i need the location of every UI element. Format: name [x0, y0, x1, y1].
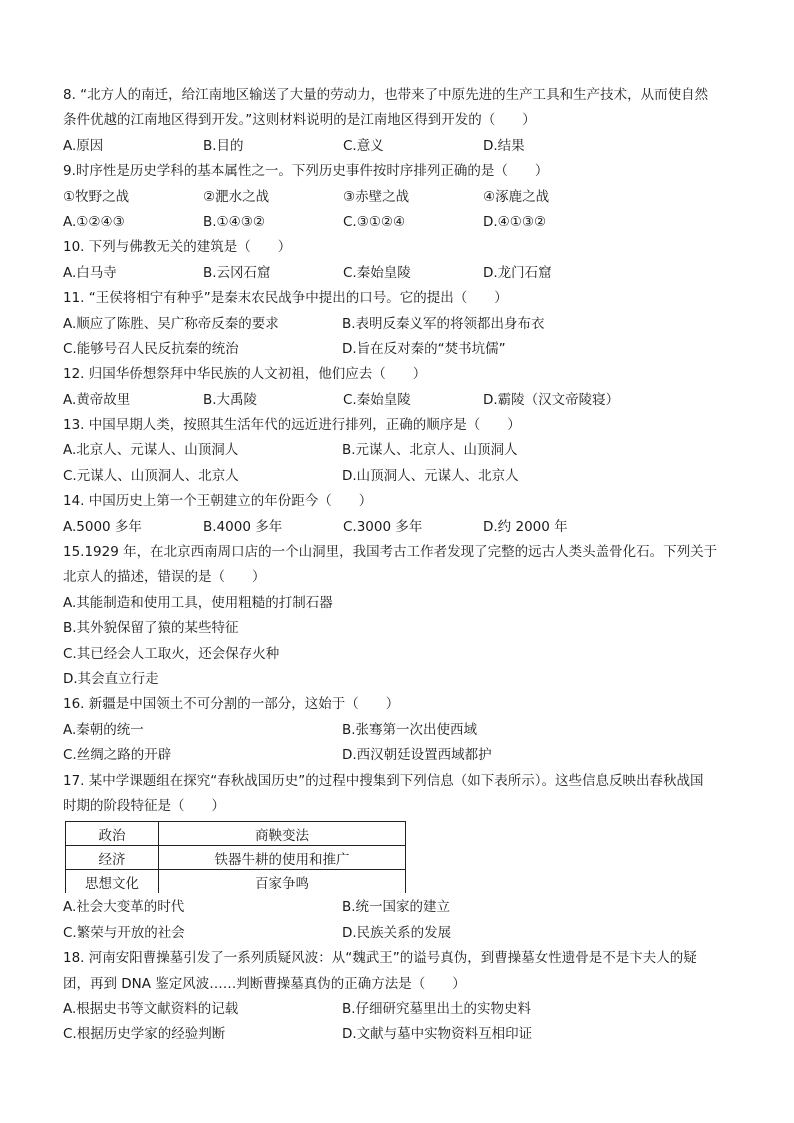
question-9 [63, 159, 743, 235]
option-c: C.繁荣与开放的社会 [63, 924, 185, 941]
question-stem-line: 16. 新疆是中国领土不可分割的一部分，这始于（ ） [63, 696, 400, 713]
options-row [63, 921, 743, 946]
info-table-category: 思想文化 [66, 870, 159, 894]
option-a: A.白马寺 [63, 264, 117, 281]
option-d: D.龙门石窟 [483, 264, 552, 281]
options-row [63, 1022, 743, 1047]
question-18 [63, 946, 743, 1048]
info-table-row [66, 870, 406, 894]
question-list [63, 83, 743, 1048]
event-item: ④涿鹿之战 [483, 188, 550, 205]
options-row [63, 464, 743, 489]
info-table-content: 百家争鸣 [159, 870, 406, 894]
option-a: A.根据史书等文献资料的记载 [63, 1000, 239, 1017]
info-table-content: 铁器牛耕的使用和推广 [159, 846, 406, 870]
options-row [63, 718, 743, 743]
question-stem-line: 13. 中国早期人类，按照其生活年代的远近进行排列，正确的顺序是（ ） [63, 417, 521, 434]
option-d: D.其会直立行走 [63, 670, 159, 687]
options-row [63, 312, 743, 337]
option-c: C.③①②④ [343, 213, 406, 230]
option-b: B.其外貌保留了猿的某些特征 [63, 620, 239, 637]
question-15 [63, 540, 743, 692]
option-c: C.3000 多年 [343, 518, 423, 535]
option-c: C.意义 [343, 137, 384, 154]
question-stem-line: 条件优越的江南地区得到开发。”这则材料说明的是江南地区得到开发的（ ） [63, 112, 536, 129]
question-11 [63, 286, 743, 362]
event-item: ③赤壁之战 [343, 188, 410, 205]
question-14 [63, 489, 743, 540]
info-table-row [66, 846, 406, 870]
info-table-row [66, 822, 406, 846]
option-a: A.北京人、元谋人、山顶洞人 [63, 442, 239, 459]
option-a: A.5000 多年 [63, 518, 142, 535]
question-16 [63, 692, 743, 768]
question-stem-line: 10. 下列与佛教无关的建筑是（ ） [63, 239, 292, 256]
question-10 [63, 235, 743, 286]
option-d: D.结果 [483, 137, 525, 154]
question-stem-line: 北京人的描述，错误的是（ ） [63, 569, 266, 586]
option-d: D.旨在反对秦的“焚书坑儒” [342, 340, 506, 357]
question-stem-line: 17. 某中学课题组在探究“春秋战国历史”的过程中搜集到下列信息（如下表所示）。这些信息反映出春秋战国 [63, 772, 704, 789]
info-table-category: 经济 [66, 846, 159, 870]
options-row [63, 515, 743, 540]
question-stem-line: 12. 归国华侨想祭拜中华民族的人文初祖，他们应去（ ） [63, 366, 427, 383]
question-12 [63, 362, 743, 413]
event-items [63, 185, 743, 210]
option-b: B.表明反秦义军的将领都出身布衣 [342, 315, 545, 332]
options-row [63, 438, 743, 463]
option-a: A.社会大变革的时代 [63, 899, 185, 916]
options-row [63, 210, 743, 235]
option-c: C.秦始皇陵 [343, 264, 411, 281]
option-d: D.西汉朝廷设置西域都护 [342, 747, 492, 764]
question-13 [63, 413, 743, 489]
option-b: B.仔细研究墓里出土的实物史料 [342, 1000, 532, 1017]
option-b: B.目的 [203, 137, 244, 154]
question-stem-line: 时期的阶段特征是（ ） [63, 797, 225, 814]
option-b: B.元谋人、北京人、山顶洞人 [342, 442, 518, 459]
option-c: C.能够号召人民反抗秦的统治 [63, 340, 239, 357]
question-stem-line: 18. 河南安阳曹操墓引发了一系列质疑风波：从“魏武王”的谥号真伪，到曹操墓女性遗骨是不是卞夫人的疑 [63, 950, 697, 967]
option-d: D.约 2000 年 [483, 518, 568, 535]
option-a: A.顺应了陈胜、吴广称帝反秦的要求 [63, 315, 279, 332]
option-b: B.统一国家的建立 [342, 899, 451, 916]
option-d: D.④①③② [483, 213, 547, 230]
options-row [63, 743, 743, 768]
event-item: ①牧野之战 [63, 188, 130, 205]
option-d: D.民族关系的发展 [342, 924, 452, 941]
question-stem-line: 11. “王侯将相宁有种乎”是秦末农民战争中提出的口号。它的提出（ ） [63, 290, 508, 307]
question-stem-line: 9.时序性是历史学科的基本属性之一。下列历史事件按时序排列正确的是（ ） [63, 163, 549, 180]
options-row [63, 388, 743, 413]
options-row [63, 997, 743, 1022]
question-stem-line: 团，再到 DNA 鉴定风波……判断曹操墓真伪的正确方法是（ ） [63, 975, 466, 992]
question-stem-line: 14. 中国历史上第一个王朝建立的年份距今（ ） [63, 493, 373, 510]
option-b: B.云冈石窟 [203, 264, 271, 281]
option-a: A.其能制造和使用工具，使用粗糙的打制石器 [63, 594, 333, 611]
info-table-content: 商鞅变法 [159, 822, 406, 846]
option-a: A.原因 [63, 137, 104, 154]
option-c: C.根据历史学家的经验判断 [63, 1026, 226, 1043]
question-stem-line: 8. “北方人的南迁，给江南地区输送了大量的劳动力，也带来了中原先进的生产工具和生产技术，从而使自然 [63, 87, 709, 103]
option-a: A.①②④③ [63, 213, 125, 230]
option-d: D.山顶洞人、元谋人、北京人 [342, 467, 519, 484]
options-row [63, 134, 743, 159]
option-b: B.4000 多年 [203, 518, 283, 535]
option-d: D.霸陵（汉文帝陵寝） [483, 391, 620, 408]
question-17 [63, 769, 743, 947]
option-b: B.①④③② [203, 213, 265, 230]
info-table [65, 821, 406, 893]
option-a: A.秦朝的统一 [63, 721, 144, 738]
options-row [63, 261, 743, 286]
option-c: C.秦始皇陵 [343, 391, 411, 408]
option-a: A.黄帝故里 [63, 391, 131, 408]
options-row [63, 895, 743, 920]
option-c: C.其已经会人工取火，还会保存火种 [63, 645, 280, 662]
option-c: C.元谋人、山顶洞人、北京人 [63, 467, 239, 484]
option-b: B.大禹陵 [203, 391, 258, 408]
info-table-category: 政治 [66, 822, 159, 846]
options-row [63, 337, 743, 362]
option-c: C.丝绸之路的开辟 [63, 747, 172, 764]
option-d: D.文献与墓中实物资料互相印证 [342, 1026, 533, 1043]
event-item: ②淝水之战 [203, 188, 270, 205]
option-b: B.张骞第一次出使西域 [342, 721, 478, 738]
question-8 [63, 83, 743, 159]
question-stem-line: 15.1929 年，在北京西南周口店的一个山洞里，我国考古工作者发现了完整的远古人类头盖骨化石。下列关于 [63, 544, 718, 561]
